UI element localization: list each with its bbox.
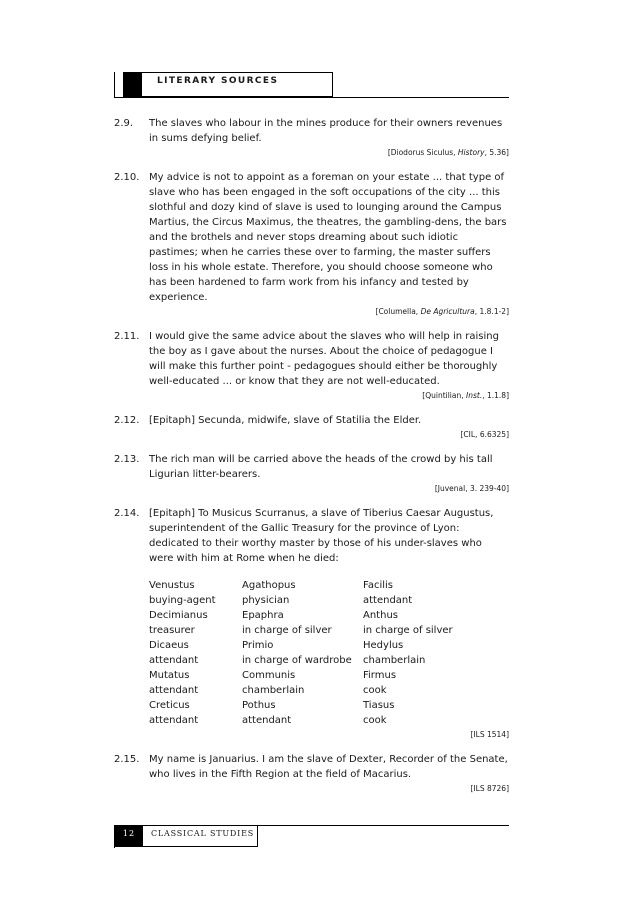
table-row: attendant in charge of wardrobe chamberlain: [149, 655, 426, 666]
entry-text: [Epitaph] Secunda, midwife, slave of Statilia the Elder.: [149, 415, 422, 426]
entry-text: I would give the same advice about the slaves who will help in raising the boy as I gave about the nurses. About the choice of pedagogue I will make this further point - pedagogues should either be thoroughly well-educated ... or know that they are not well-educated.: [149, 331, 499, 387]
table-row: attendant attendant cook: [149, 715, 387, 726]
entry-number: 2.9.: [114, 118, 134, 129]
page-number: 12: [122, 829, 136, 838]
entry-citation: [ILS 1514]: [470, 730, 509, 739]
header-rule: [114, 97, 509, 98]
source-entry: [114, 452, 509, 494]
entry-number: 2.11.: [114, 331, 140, 342]
table-row: Venustus Agathopus Facilis: [149, 580, 394, 591]
entry-citation: [Quintilian, Inst., 1.1.8]: [422, 391, 509, 400]
table-row: Dicaeus Primio Hedylus: [149, 640, 404, 651]
header-title: LITERARY SOURCES: [157, 76, 279, 86]
footer-title: CLASSICAL STUDIES: [151, 829, 254, 838]
entry-text: The slaves who labour in the mines produce for their owners revenues in sums defying belief.: [149, 118, 503, 144]
entry-text: [Epitaph] To Musicus Scurranus, a slave of Tiberius Caesar Augustus, superintendent of the Gallic Treasury for the province of Lyon: dedicated to their worthy master by those of his under-slaves who were with him at Rome when he died:: [149, 508, 494, 564]
table-row: Creticus Pothus Tiasus: [149, 700, 395, 711]
source-entry: [114, 413, 509, 440]
table-row: Mutatus Communis Firmus: [149, 670, 397, 681]
entry-citation: [Juvenal, 3. 239-40]: [434, 484, 509, 493]
source-entry: [114, 116, 509, 158]
entry-text: My advice is not to appoint as a foreman on your estate ... that type of slave who has been engaged in the soft occupations of the city ... this slothful and dozy kind of slave is used to lounging around the Campus Martius, the Circus Maximus, the theatres, the gambling-dens, the bars and the brothels and never stops dreaming about such idiotic pastimes; when he carries these over to farming, the master suffers loss in his whole estate. Therefore, you should choose someone who has been hardened to farm work from his infancy and tested by experience.: [149, 172, 507, 303]
header-black-block: [123, 72, 142, 98]
source-entry: [114, 752, 509, 794]
entry-citation: [ILS 8726]: [470, 784, 509, 793]
source-entry: [114, 329, 509, 401]
header-rule-vertical: [114, 72, 115, 98]
source-entry: [114, 506, 509, 740]
table-row: treasurer in charge of silver in charge of silver: [149, 625, 453, 636]
entry-number: 2.15.: [114, 754, 140, 765]
entry-citation: [Diodorus Siculus, History, 5.36]: [387, 148, 509, 157]
entry-citation: [Columella, De Agricultura, 1.8.1-2]: [375, 307, 509, 316]
entry-number: 2.13.: [114, 454, 140, 465]
entry-number: 2.12.: [114, 415, 140, 426]
entry-citation: [CIL, 6.6325]: [460, 430, 509, 439]
table-row: buying-agent physician attendant: [149, 595, 413, 606]
entry-number: 2.14.: [114, 508, 140, 519]
table-row: Decimianus Epaphra Anthus: [149, 610, 398, 621]
entry-number: 2.10.: [114, 172, 140, 183]
entry-text: My name is Januarius. I am the slave of Dexter, Recorder of the Senate, who lives in the Fifth Region at the field of Macarius.: [149, 754, 508, 780]
source-entry: [114, 170, 509, 317]
entry-text: The rich man will be carried above the heads of the crowd by his tall Ligurian litter-bearers.: [149, 454, 493, 480]
source-list: [114, 116, 509, 794]
slave-roster-table: [149, 578, 493, 728]
table-row: attendant chamberlain cook: [149, 685, 387, 696]
